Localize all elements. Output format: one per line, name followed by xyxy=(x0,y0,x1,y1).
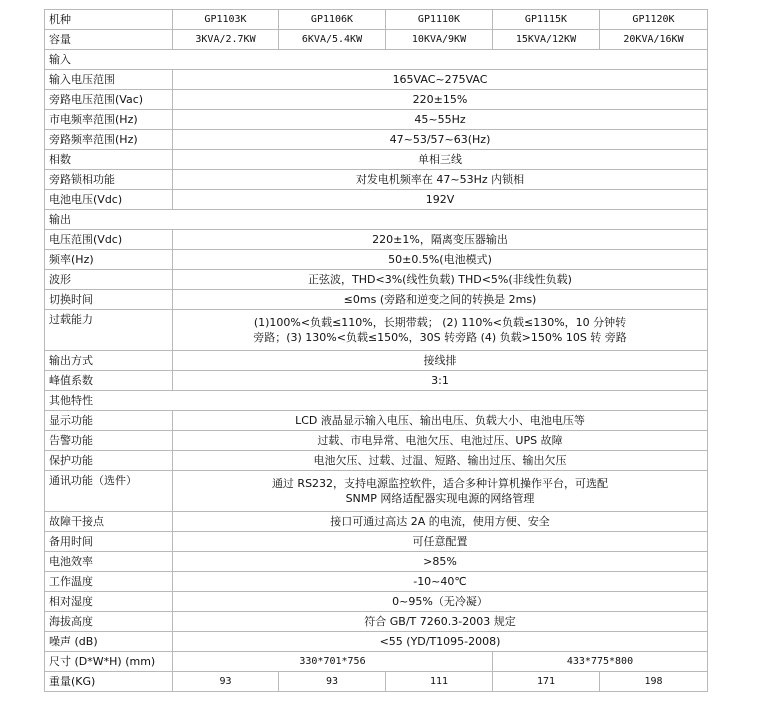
spec-row xyxy=(45,632,708,652)
capacity-value: 6KVA/5.4KW xyxy=(279,30,386,50)
row-value: 接口可通过高达 2A 的电流，使用方便、安全 xyxy=(173,512,708,532)
row-label: 频率(Hz) xyxy=(45,250,173,270)
spec-row xyxy=(45,250,708,270)
row-label: 峰值系数 xyxy=(45,371,173,391)
row-label: 电压范围(Vdc) xyxy=(45,230,173,250)
row-value: 接线排 xyxy=(173,351,708,371)
weight-value: 171 xyxy=(493,672,600,692)
row-label: 显示功能 xyxy=(45,411,173,431)
row-label: 相对湿度 xyxy=(45,592,173,612)
row-label: 通讯功能（选件） xyxy=(45,471,173,512)
row-value: 符合 GB/T 7260.3-2003 规定 xyxy=(173,612,708,632)
capacity-value: 15KVA/12KW xyxy=(493,30,600,50)
row-value: 过载、市电异常、电池欠压、电池过压、UPS 故障 xyxy=(173,431,708,451)
spec-row xyxy=(45,371,708,391)
spec-row xyxy=(45,230,708,250)
section-title: 其他特性 xyxy=(45,391,708,411)
row-value: 电池欠压、过载、过温、短路、输出过压、输出欠压 xyxy=(173,451,708,471)
spec-row xyxy=(45,90,708,110)
row-value: 47~53/57~63(Hz) xyxy=(173,130,708,150)
model-label: 机种 xyxy=(45,10,173,30)
row-label: 旁路频率范围(Hz) xyxy=(45,130,173,150)
weight-label: 重量(KG) xyxy=(45,672,173,692)
row-value: 50±0.5%(电池模式) xyxy=(173,250,708,270)
section-output xyxy=(45,210,708,230)
size-small: 330*701*756 xyxy=(173,652,493,672)
row-label: 相数 xyxy=(45,150,173,170)
row-label: 噪声 (dB) xyxy=(45,632,173,652)
row-label: 备用时间 xyxy=(45,532,173,552)
row-value: -10~40℃ xyxy=(173,572,708,592)
row-value: 单相三线 xyxy=(173,150,708,170)
spec-row-comm xyxy=(45,471,708,512)
section-title: 输出 xyxy=(45,210,708,230)
row-label: 过载能力 xyxy=(45,310,173,351)
weight-value: 198 xyxy=(600,672,708,692)
row-value: 165VAC~275VAC xyxy=(173,70,708,90)
section-title: 输入 xyxy=(45,50,708,70)
model-name: GP1110K xyxy=(386,10,493,30)
row-label: 切换时间 xyxy=(45,290,173,310)
spec-row xyxy=(45,411,708,431)
row-value: 正弦波，THD<3%(线性负载) THD<5%(非线性负载) xyxy=(173,270,708,290)
spec-row xyxy=(45,110,708,130)
spec-row xyxy=(45,290,708,310)
spec-row xyxy=(45,170,708,190)
size-label: 尺寸 (D*W*H) (mm) xyxy=(45,652,173,672)
spec-row xyxy=(45,190,708,210)
model-name: GP1120K xyxy=(600,10,708,30)
row-label: 波形 xyxy=(45,270,173,290)
capacity-value: 3KVA/2.7KW xyxy=(173,30,279,50)
spec-row xyxy=(45,270,708,290)
spec-row xyxy=(45,532,708,552)
model-row xyxy=(45,10,708,30)
row-label: 输入电压范围 xyxy=(45,70,173,90)
comm-line-1: 通过 RS232，支持电源监控软件，适合多种计算机操作平台，可选配 xyxy=(271,477,609,490)
spec-row xyxy=(45,451,708,471)
spec-row xyxy=(45,612,708,632)
row-label: 电池效率 xyxy=(45,552,173,572)
row-value: >85% xyxy=(173,552,708,572)
comm-line-2: SNMP 网络适配器实现电源的网络管理 xyxy=(345,492,535,505)
size-large: 433*775*800 xyxy=(493,652,708,672)
row-value: 0~95%（无冷凝） xyxy=(173,592,708,612)
spec-row xyxy=(45,351,708,371)
size-row xyxy=(45,652,708,672)
row-value: LCD 液晶显示输入电压、输出电压、负载大小、电池电压等 xyxy=(173,411,708,431)
row-label: 旁路电压范围(Vac) xyxy=(45,90,173,110)
model-name: GP1115K xyxy=(493,10,600,30)
capacity-value: 10KVA/9KW xyxy=(386,30,493,50)
row-label: 输出方式 xyxy=(45,351,173,371)
capacity-value: 20KVA/16KW xyxy=(600,30,708,50)
row-label: 工作温度 xyxy=(45,572,173,592)
row-value: 220±1%，隔离变压器输出 xyxy=(173,230,708,250)
row-value: <55 (YD/T1095-2008) xyxy=(173,632,708,652)
spec-row xyxy=(45,431,708,451)
row-value: 220±15% xyxy=(173,90,708,110)
weight-value: 93 xyxy=(279,672,386,692)
spec-row xyxy=(45,552,708,572)
spec-table xyxy=(44,9,708,692)
row-label: 旁路锁相功能 xyxy=(45,170,173,190)
section-input xyxy=(45,50,708,70)
row-value: 192V xyxy=(173,190,708,210)
row-value: 45~55Hz xyxy=(173,110,708,130)
row-label: 保护功能 xyxy=(45,451,173,471)
spec-row xyxy=(45,70,708,90)
row-value xyxy=(173,310,708,351)
spec-row xyxy=(45,572,708,592)
capacity-row xyxy=(45,30,708,50)
overload-line-1: (1)100%<负载≤110%，长期带载； (2) 110%<负载≤130%，10 分钟转 xyxy=(253,316,627,329)
row-value: 3:1 xyxy=(173,371,708,391)
row-label: 告警功能 xyxy=(45,431,173,451)
row-label: 市电频率范围(Hz) xyxy=(45,110,173,130)
row-label: 故障干接点 xyxy=(45,512,173,532)
spec-row xyxy=(45,130,708,150)
capacity-label: 容量 xyxy=(45,30,173,50)
row-value: ≤0ms (旁路和逆变之间的转换是 2ms) xyxy=(173,290,708,310)
spec-row xyxy=(45,592,708,612)
row-value: 对发电机频率在 47~53Hz 内锁相 xyxy=(173,170,708,190)
model-name: GP1106K xyxy=(279,10,386,30)
row-value xyxy=(173,471,708,512)
spec-row xyxy=(45,150,708,170)
row-label: 电池电压(Vdc) xyxy=(45,190,173,210)
spec-row xyxy=(45,512,708,532)
section-other xyxy=(45,391,708,411)
model-name: GP1103K xyxy=(173,10,279,30)
weight-value: 93 xyxy=(173,672,279,692)
overload-line-2: 旁路；(3) 130%<负载≤150%，30S 转旁路 (4) 负载>150% 10S 转 旁路 xyxy=(253,331,627,344)
weight-row xyxy=(45,672,708,692)
row-value: 可任意配置 xyxy=(173,532,708,552)
row-label: 海拔高度 xyxy=(45,612,173,632)
spec-row-overload xyxy=(45,310,708,351)
weight-value: 111 xyxy=(386,672,493,692)
